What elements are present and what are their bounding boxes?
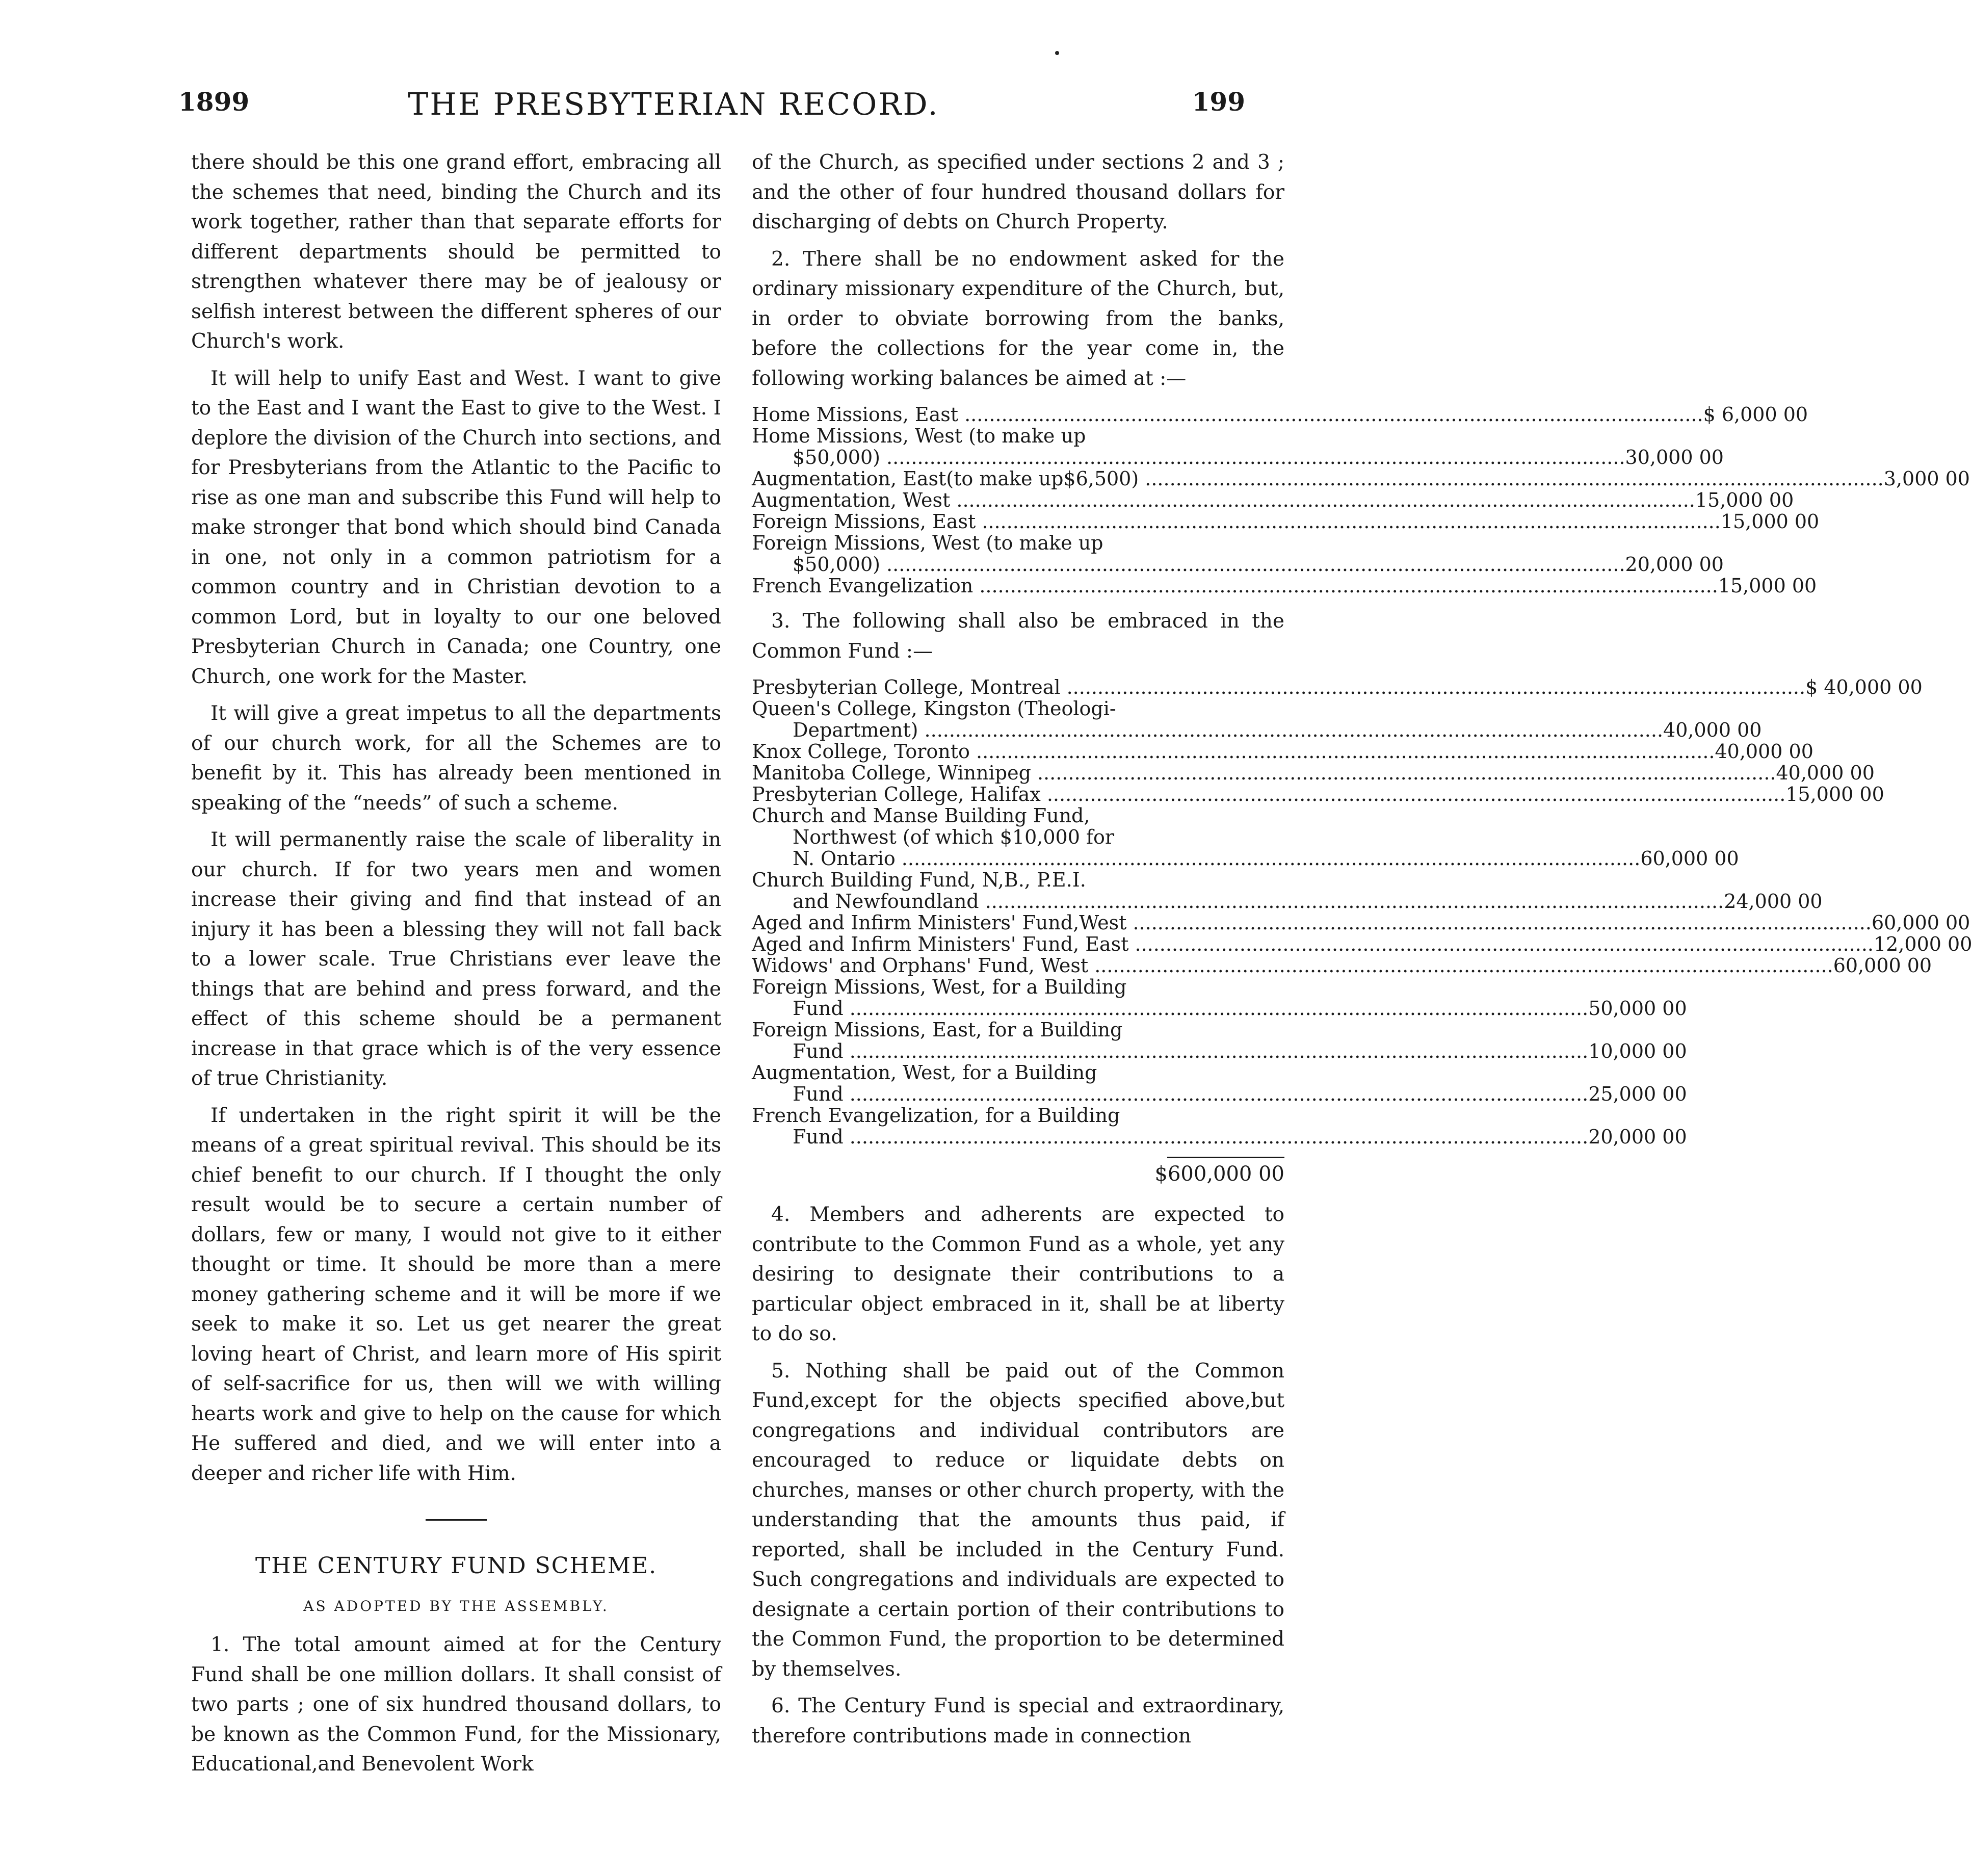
section-divider (426, 1519, 487, 1521)
row-amount: $ 6,000 00 (1703, 403, 1808, 426)
row-amount: 20,000 00 (1625, 553, 1724, 576)
paragraph: It will help to unify East and West. I want to give to the East and I want the East to give to the West. I deplore the division of the Church into sections, and for Presbyterians from the Atlantic to the Pacific to rise as one man and subscribe this Fund will help to make stronger that bond which should bind Canada in one, not only in a common patriotism for a common country and in Christian devotion to a common Lord, but in loyalty to our one beloved Presbyterian Church in Canada; one Country, one Church, one work for the Master. (191, 367, 721, 688)
table-row (752, 1105, 1284, 1126)
row-label: Augmentation, West ........................................................................................................................ (752, 489, 1695, 511)
paragraph: of the Church, as specified under sections 2 and 3 ; and the other of four hundred thousand dollars for discharging of debts on Church Property. (752, 151, 1284, 233)
row-label-cont: Northwest (of which $10,000 for (793, 826, 1115, 848)
table-row (752, 740, 1813, 763)
row-label: Aged and Infirm Ministers' Fund, East ........................................................................................................................ (752, 933, 1874, 955)
row-label: Church and Manse Building Fund, (752, 804, 1090, 827)
row-label: French Evangelization, for a Building (752, 1104, 1120, 1127)
table-row (752, 446, 1724, 468)
table-row (752, 698, 1284, 719)
table-row (752, 719, 1762, 741)
header-page-number: 199 (1192, 87, 1245, 117)
table-row (752, 911, 1970, 934)
paragraph: It will give a great impetus to all the departments of our church work, for all the Schemes are to benefit by it. This has already been mentioned in speaking of the “needs” of such a scheme. (191, 702, 721, 815)
section-title: THE CENTURY FUND SCHEME. (255, 1553, 658, 1579)
table-row (752, 933, 1972, 955)
table-row (752, 783, 1884, 805)
total-rule (1167, 1157, 1284, 1158)
paragraph: there should be this one grand effort, embracing all the schemes that need, binding the Church and its work together, rather than that separate efforts for different departments should be permitted to strengthen whatever there may be of jealousy or selfish interest between the different spheres of our Church's work. (191, 151, 721, 353)
row-label: French Evangelization ........................................................................................................................ (752, 575, 1718, 597)
table-row (752, 954, 1932, 977)
table-row (752, 826, 1284, 848)
row-amount: 40,000 00 (1715, 740, 1813, 763)
row-amount: 30,000 00 (1625, 446, 1724, 468)
table-row (752, 976, 1284, 998)
row-amount: 15,000 00 (1718, 575, 1817, 597)
table-row (752, 762, 1875, 784)
row-label: Augmentation, East(to make up$6,500) ........................................................................................................................ (752, 467, 1884, 490)
table-row (752, 1126, 1687, 1148)
row-label: Knox College, Toronto ........................................................................................................................ (752, 740, 1715, 763)
row-label-cont: $50,000) ........................................................................................................................ (793, 553, 1625, 576)
paragraph: 2. There shall be no endowment asked for the ordinary missionary expenditure of the Church, but, in order to obviate borrowing from the banks, before the collections for the year come in, the following working balances be aimed at :— (752, 247, 1284, 390)
paragraph: 5. Nothing shall be paid out of the Common Fund,except for the objects specified above,but congregations and individual contributors are encouraged to reduce or liquidate debts on churches, manses or other church property, with the understanding that the amounts thus paid, if reported, shall be included in the Century Fund. Such congregations and individuals are expected to designate a certain portion of their contributions to the Common Fund, the proportion to be determined by themselves. (752, 1359, 1284, 1681)
table-row (752, 676, 1923, 698)
row-label: Manitoba College, Winnipeg ........................................................................................................................ (752, 762, 1776, 784)
row-label: Aged and Infirm Ministers' Fund,West ........................................................................................................................ (752, 911, 1872, 934)
row-amount: 24,000 00 (1724, 890, 1823, 913)
row-label: Foreign Missions, West (to make up (752, 532, 1103, 554)
paragraph: 4. Members and adherents are expected to contribute to the Common Fund as a whole, yet any desiring to designate their contributions to a particular object embraced in it, shall be at liberty to do so. (752, 1203, 1284, 1345)
row-label: Church Building Fund, N,B., P.E.I. (752, 869, 1086, 891)
table-row (752, 575, 1817, 597)
table-row (752, 847, 1739, 870)
row-amount: 25,000 00 (1588, 1083, 1687, 1105)
row-label-cont: and Newfoundland ........................................................................................................................ (793, 890, 1724, 913)
row-label: Queen's College, Kingston (Theologi- (752, 697, 1116, 720)
row-label: Home Missions, West (to make up (752, 425, 1086, 447)
print-speck (1055, 51, 1059, 55)
row-label-cont: Department) ........................................................................................................................ (793, 719, 1664, 741)
table-row (752, 467, 1970, 490)
row-label: Foreign Missions, West, for a Building (752, 976, 1127, 998)
row-amount: $ 40,000 00 (1805, 676, 1923, 698)
right-column (752, 148, 1972, 1758)
table-row (752, 532, 1284, 554)
header-title: THE PRESBYTERIAN RECORD. (408, 87, 939, 122)
row-amount: 60,000 00 (1833, 954, 1932, 977)
table-row (752, 510, 1820, 533)
row-label-cont: Fund ........................................................................................................................ (793, 1083, 1589, 1105)
left-column (191, 148, 721, 1787)
row-amount: 40,000 00 (1663, 719, 1762, 741)
paragraph: 3. The following shall also be embraced in the Common Fund :— (752, 610, 1284, 663)
row-label: Foreign Missions, East ........................................................................................................................ (752, 510, 1721, 533)
table-row (752, 997, 1687, 1020)
row-amount: 60,000 00 (1871, 911, 1970, 934)
header-year: 1899 (178, 87, 250, 117)
row-label: Home Missions, East ........................................................................................................................ (752, 403, 1703, 426)
row-label-cont: Fund ........................................................................................................................ (793, 997, 1589, 1020)
row-amount: 40,000 00 (1776, 762, 1875, 784)
row-amount: 3,000 00 (1883, 467, 1970, 490)
row-label: Presbyterian College, Halifax ........................................................................................................................ (752, 783, 1786, 805)
row-amount: 15,000 00 (1695, 489, 1794, 511)
paragraph: 1. The total amount aimed at for the Century Fund shall be one million dollars. It shall consist of two parts ; one of six hundred thousand dollars, to be known as the Common Fund, for the Missionary, Educational,and Benevolent Work (191, 1633, 721, 1776)
row-amount: 10,000 00 (1588, 1040, 1687, 1062)
row-label: Foreign Missions, East, for a Building (752, 1019, 1123, 1041)
row-amount: 60,000 00 (1640, 847, 1739, 870)
table-row (752, 1083, 1687, 1105)
row-label: Augmentation, West, for a Building (752, 1061, 1097, 1084)
table-row (752, 1019, 1284, 1040)
row-amount: 12,000 00 (1873, 933, 1972, 955)
section-subtitle: AS ADOPTED BY THE ASSEMBLY. (303, 1597, 609, 1614)
paragraph: It will permanently raise the scale of liberality in our church. If for two years men and women increase their giving and find that instead of an injury it has been a blessing they will not fall back to a lower scale. True Christians ever leave the things that are behind and press forward, and the effect of this scheme should be a permanent increase in that grace which is of the very essence of true Christianity. (191, 828, 721, 1090)
row-label-cont: $50,000) ........................................................................................................................ (793, 446, 1625, 468)
table-row (752, 403, 1808, 426)
row-label-cont: Fund ........................................................................................................................ (793, 1126, 1589, 1148)
row-label: Widows' and Orphans' Fund, West ........................................................................................................................ (752, 954, 1833, 977)
row-amount: 50,000 00 (1588, 997, 1687, 1020)
table-row (752, 425, 1284, 447)
table-row (752, 1062, 1284, 1083)
balances-table (752, 403, 1970, 597)
paragraph: 6. The Century Fund is special and extraordinary, therefore contributions made in connection (752, 1695, 1284, 1748)
row-amount: 15,000 00 (1720, 510, 1820, 533)
row-label: Presbyterian College, Montreal ........................................................................................................................ (752, 676, 1806, 698)
total-amount: $600,000 00 (1154, 1162, 1284, 1186)
row-amount: 20,000 00 (1588, 1126, 1687, 1148)
table-row (752, 489, 1794, 511)
row-amount: 15,000 00 (1785, 783, 1884, 805)
table-row (752, 553, 1724, 576)
row-label-cont: N. Ontario ........................................................................................................................ (793, 847, 1641, 870)
table-row (752, 869, 1284, 891)
table-row (752, 890, 1823, 913)
paragraph: If undertaken in the right spirit it will be the means of a great spiritual revival. This should be its chief benefit to our church. If I thought the only result would be to secure a certain number of dollars, few or many, I would not give to it either thought or time. It should be more than a mere money gathering scheme and it will be more if we seek to make it so. Let us get nearer the great loving heart of Christ, and learn more of His spirit of self-sacrifice for us, then will we with willing hearts work and give to help on the cause for which He suffered and died, and we will enter into a deeper and richer life with Him. (191, 1104, 721, 1485)
table-row (752, 1040, 1687, 1062)
table-row (752, 805, 1284, 826)
common-fund-table (752, 676, 1972, 1186)
row-label-cont: Fund ........................................................................................................................ (793, 1040, 1589, 1062)
